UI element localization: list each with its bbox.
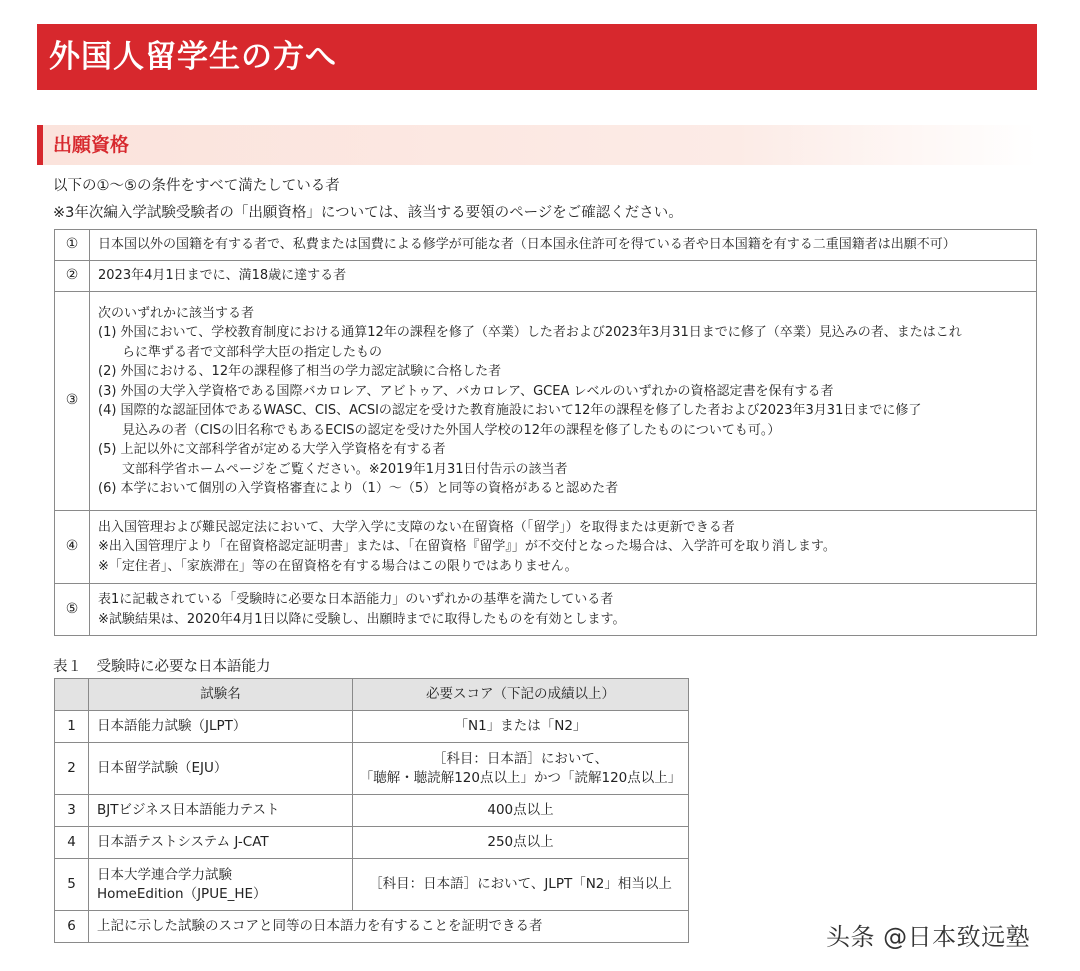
header-number-cell bbox=[55, 679, 89, 711]
footer-text: 上記に示した試験のスコアと同等の日本語力を有することを証明できる者 bbox=[89, 911, 689, 943]
requirement-text bbox=[90, 230, 1037, 261]
requirement-text bbox=[90, 584, 1037, 636]
requirement-line: 次のいずれかに該当する者 bbox=[98, 305, 255, 321]
table-row bbox=[55, 827, 689, 859]
requirement-text bbox=[90, 261, 1037, 292]
watermark: 头条 @日本致远塾 bbox=[826, 923, 1031, 951]
requirement-line: ※「定住者」、「家族滞在」等の在留資格を有する場合はこの限りではありません。 bbox=[98, 558, 578, 574]
header-exam-name: 試験名 bbox=[89, 679, 353, 711]
section-header bbox=[37, 125, 1037, 165]
section-title: 出願資格 bbox=[53, 134, 130, 156]
requirement-row bbox=[55, 230, 1037, 261]
exam-name: 日本語能力試験（JLPT） bbox=[89, 711, 353, 743]
requirement-number: ① bbox=[55, 230, 90, 261]
intro-line-1: 以下の①～⑤の条件をすべて満たしている者 bbox=[53, 178, 340, 194]
table-header-row bbox=[55, 679, 689, 711]
required-score: 「N1」または「N2」 bbox=[353, 711, 689, 743]
requirement-line: (2) 外国における、12年の課程修了相当の学力認定試験に合格した者 bbox=[98, 364, 502, 379]
section-accent-bar bbox=[37, 125, 43, 165]
requirement-row bbox=[55, 511, 1037, 584]
intro-note: ※3年次編入学試験受験者の「出願資格」については、該当する要領のページをご確認ください。 bbox=[53, 205, 683, 221]
exam-name bbox=[89, 859, 353, 911]
requirement-row bbox=[55, 584, 1037, 636]
exam-name-line: 日本大学連合学力試験 bbox=[97, 866, 232, 883]
row-number: 2 bbox=[55, 743, 89, 795]
requirement-number: ⑤ bbox=[55, 584, 90, 636]
required-score: ［科目：日本語］において、JLPT「N2」相当以上 bbox=[353, 859, 689, 911]
exam-name: 日本留学試験（EJU） bbox=[89, 743, 353, 795]
row-number: 4 bbox=[55, 827, 89, 859]
requirement-number: ④ bbox=[55, 511, 90, 584]
required-score: 250点以上 bbox=[353, 827, 689, 859]
japanese-ability-table bbox=[54, 678, 689, 943]
requirement-line: (1) 外国において、学校教育制度における通算12年の課程を修了（卒業）した者および2023年3月31日までに修了（卒業）見込みの者、またはこれ bbox=[98, 325, 962, 340]
exam-name: BJTビジネス日本語能力テスト bbox=[89, 795, 353, 827]
table-row bbox=[55, 859, 689, 911]
requirement-text bbox=[90, 511, 1037, 584]
requirement-line: 表1に記載されている「受験時に必要な日本語能力」のいずれかの基準を満たしている者 bbox=[98, 592, 614, 607]
row-number: 6 bbox=[55, 911, 89, 943]
requirement-row bbox=[55, 292, 1037, 511]
page-banner bbox=[37, 24, 1037, 90]
table-row bbox=[55, 743, 689, 795]
page-title: 外国人留学生の方へ bbox=[49, 39, 337, 75]
requirement-line: (3) 外国の大学入学資格である国際バカロレア、アビトゥア、バカロレア、GCEA レベルのいずれかの資格認定書を保有する者 bbox=[98, 383, 834, 399]
requirement-line: 出入国管理および難民認定法において、大学入学に支障のない在留資格（「留学」）を取得または更新できる者 bbox=[98, 519, 735, 535]
table-row bbox=[55, 711, 689, 743]
requirement-line: (4) 国際的な認証団体であるWASC、CIS、ACSIの認定を受けた教育施設において12年の課程を修了した者および2023年3月31日までに修了 bbox=[98, 403, 922, 418]
requirement-line: (6) 本学において個別の入学資格審査により（1）～（5）と同等の資格があると認めた者 bbox=[98, 481, 619, 496]
requirements-table bbox=[54, 229, 1037, 636]
requirement-line: (5) 上記以外に文部科学省が定める大学入学資格を有する者 bbox=[98, 442, 446, 457]
requirement-line: らに準ずる者で文部科学大臣の指定したもの bbox=[122, 344, 383, 360]
required-score: 400点以上 bbox=[353, 795, 689, 827]
required-score bbox=[353, 743, 689, 795]
row-number: 5 bbox=[55, 859, 89, 911]
row-number: 1 bbox=[55, 711, 89, 743]
requirement-row bbox=[55, 261, 1037, 292]
requirement-text bbox=[90, 292, 1037, 511]
header-required-score: 必要スコア（下記の成績以上） bbox=[353, 679, 689, 711]
requirement-line: 文部科学省ホームページをご覧ください。※2019年1月31日付告示の該当者 bbox=[122, 461, 568, 477]
requirement-line: ※出入国管理庁より「在留資格認定証明書」または、「在留資格『留学』」が不交付となった場合は、入学許可を取り消します。 bbox=[98, 539, 836, 555]
row-number: 3 bbox=[55, 795, 89, 827]
requirement-number: ② bbox=[55, 261, 90, 292]
exam-name: 日本語テストシステム J-CAT bbox=[89, 827, 353, 859]
requirement-line: 見込みの者（CISの旧名称でもあるECISの認定を受けた外国人学校の12年の課程を修了したものについても可。） bbox=[122, 422, 781, 438]
table-row bbox=[55, 795, 689, 827]
score-line: ［科目：日本語］において、 bbox=[432, 750, 609, 767]
requirement-line: 日本国以外の国籍を有する者で、私費または国費による修学が可能な者（日本国永住許可を得ている者や日本国籍を有する二重国籍者は出願不可） bbox=[98, 237, 956, 253]
table-caption: 表１ 受験時に必要な日本語能力 bbox=[53, 659, 271, 675]
exam-name-line: HomeEdition（JPUE_HE） bbox=[97, 885, 267, 902]
requirement-number: ③ bbox=[55, 292, 90, 511]
requirement-line: ※試験結果は、2020年4月1日以降に受験し、出願時までに取得したものを有効とします。 bbox=[98, 611, 626, 627]
table-footer-row bbox=[55, 911, 689, 943]
score-line: 「聴解・聴読解120点以上」かつ「読解120点以上」 bbox=[359, 769, 682, 786]
requirement-line: 2023年4月1日までに、満18歳に達する者 bbox=[98, 268, 347, 284]
